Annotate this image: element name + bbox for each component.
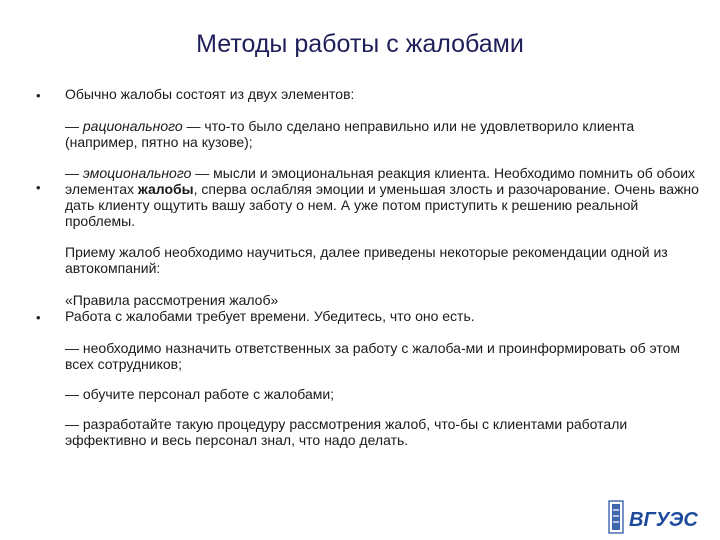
emotional-text-1: — мысли и эмоциональная реакция клиента. Необходимо помнить об обоих элементах [65, 165, 696, 197]
rational-text: — что-то было сделано неправильно или не удовлетворило клиента (например, пятно на кузове); [65, 118, 635, 150]
slide-title: Методы работы с жалобами [196, 30, 524, 58]
paragraph-procedure: — разработайте такую процедуру рассмотрения жалоб, что-бы с клиентами работали эффективно и весь персонал знал, что надо делать. [65, 416, 628, 448]
emotional-text-2: , сперва ослабляя эмоции и уменьшая злость и разочарование. Очень важно дать клиенту ощутить вашу заботу о нем. А уже потом приступить к решению реальной проблемы. [65, 181, 699, 229]
rational-term: рационального [82, 118, 183, 134]
paragraph-intro: Обычно жалобы состоят из двух элементов: [65, 86, 355, 102]
dash: — [65, 165, 83, 181]
paragraph-rational [65, 118, 705, 150]
emotional-term: эмоционального [82, 165, 192, 181]
paragraph-rules [65, 292, 705, 324]
paragraph-emotional [65, 165, 705, 229]
paragraph-train: — обучите персонал работе с жалобами; [65, 386, 335, 402]
rules-heading: «Правила рассмотрения жалоб» [65, 292, 279, 308]
paragraph-learning: Приему жалоб необходимо научиться, далее приведены некоторые рекомендации одной из автокомпаний: [65, 244, 668, 276]
paragraph-assign: — необходимо назначить ответственных за работу с жалоба-ми и проинформировать об этом всех сотрудников; [65, 340, 681, 372]
university-logo [607, 500, 707, 534]
rules-time: Работа с жалобами требует времени. Убедитесь, что оно есть. [65, 308, 475, 324]
bullet-3: • [36, 310, 41, 325]
logo-text: ВГУЭС [629, 509, 698, 531]
dash: — [65, 118, 83, 134]
university-emblem-icon [607, 500, 707, 534]
bullet-2: • [36, 180, 41, 195]
emotional-strong: жалобы [137, 181, 194, 197]
bullet-1: • [36, 88, 41, 103]
